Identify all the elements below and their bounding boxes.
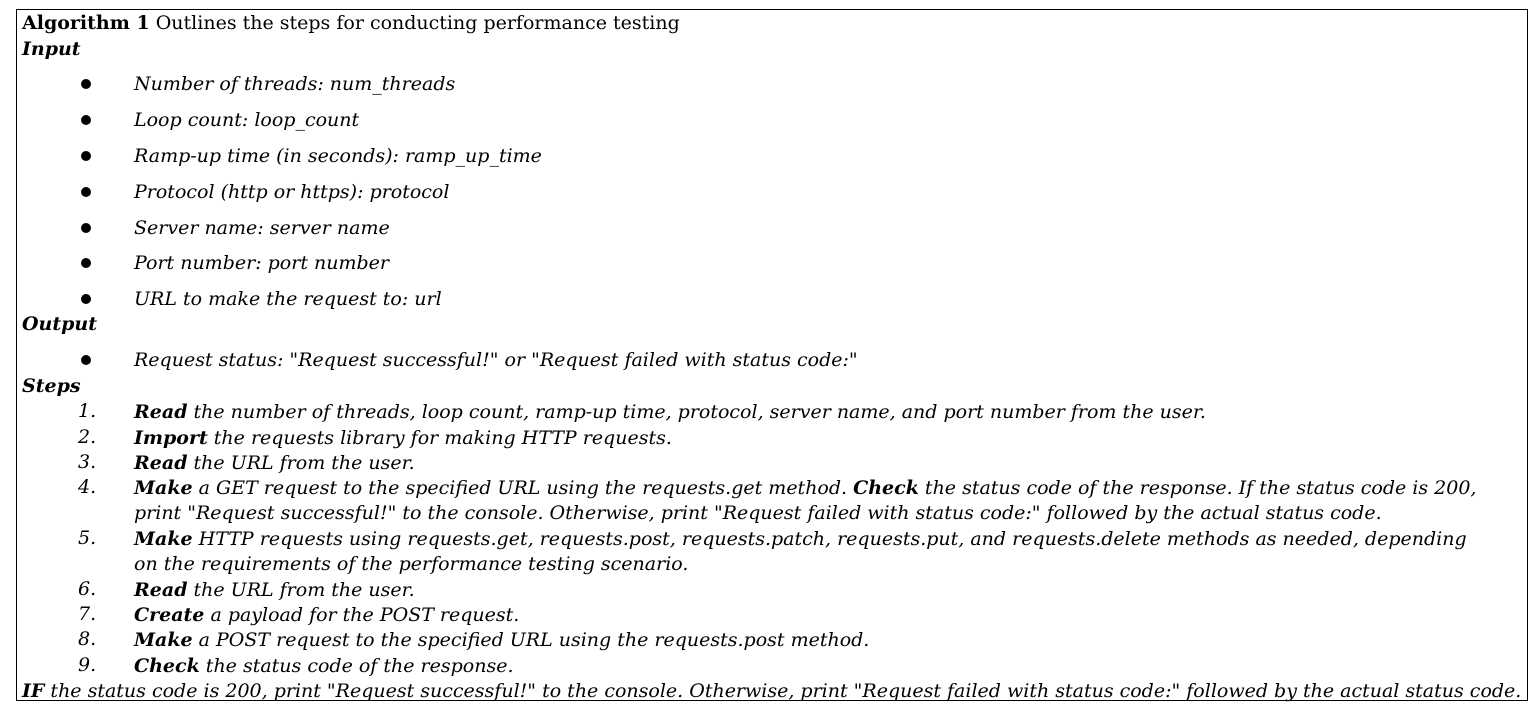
step-keyword: Read	[134, 401, 188, 423]
step-number: 7.	[78, 603, 97, 625]
input-item-text: URL to make the request to: url	[134, 288, 442, 310]
step-keyword: Check	[853, 477, 919, 499]
step-description: a payload for the POST request.	[204, 604, 520, 626]
step-text	[134, 426, 1494, 451]
step-number: 1.	[78, 400, 97, 422]
step-number: 5.	[78, 527, 97, 549]
algorithm-title-text: Outlines the steps for conducting performance testing	[155, 12, 680, 34]
output-heading: Output	[22, 313, 98, 335]
step-description: the status code of the response.	[199, 655, 514, 677]
input-list-item	[0, 217, 1500, 243]
step-description: a GET request to the specified URL using the requests.get method.	[192, 477, 854, 499]
step-keyword: Make	[134, 629, 193, 651]
bullet-icon	[81, 294, 91, 304]
step-number: 2.	[78, 426, 97, 448]
step-text	[134, 628, 1494, 653]
input-list-item	[0, 109, 1500, 135]
input-item-text: Number of threads: num_threads	[134, 73, 456, 95]
step-keyword: Make	[134, 528, 193, 550]
step-number: 8.	[78, 628, 97, 650]
input-item-text: Ramp-up time (in seconds): ramp_up_time	[134, 145, 542, 167]
step-number: 9.	[78, 654, 97, 676]
steps-heading: Steps	[22, 375, 81, 397]
step-keyword: Read	[134, 579, 188, 601]
step-keyword: Create	[134, 604, 205, 626]
input-list-item	[0, 252, 1500, 278]
step-description: the URL from the user.	[187, 579, 415, 601]
input-list-item	[0, 73, 1500, 99]
step-keyword: Make	[134, 477, 193, 499]
step-text	[134, 400, 1494, 425]
input-item-text: Server name: server name	[134, 217, 390, 239]
step-description: the URL from the user.	[187, 452, 415, 474]
input-list-item	[0, 145, 1500, 171]
input-item-text: Port number: port number	[134, 252, 389, 274]
step-keyword: Import	[134, 427, 208, 449]
step-keyword: Read	[134, 452, 188, 474]
step-text	[134, 578, 1494, 603]
step-description: a POST request to the specified URL using the requests.post method.	[192, 629, 870, 651]
output-item-text: Request status: "Request successful!" or "Request failed with status code:"	[134, 349, 858, 371]
step-number: 3.	[78, 451, 97, 473]
step-keyword: Check	[134, 655, 200, 677]
step-text	[134, 654, 1494, 679]
step-number: 4.	[78, 476, 97, 498]
input-list-item	[0, 181, 1500, 207]
algorithm-title	[22, 12, 680, 34]
final-keyword: IF	[22, 680, 45, 702]
step-description: HTTP requests using requests.get, requests.post, requests.patch, requests.put, and requests.delete methods as needed, depending on the requirements of the performance testing scenario.	[134, 528, 1467, 575]
step-description: the requests library for making HTTP requests.	[207, 427, 672, 449]
step-text	[134, 451, 1494, 476]
bullet-icon	[81, 115, 91, 125]
input-item-text: Protocol (http or https): protocol	[134, 181, 450, 203]
bullet-icon	[81, 151, 91, 161]
bullet-icon	[81, 355, 91, 365]
input-heading: Input	[22, 38, 81, 60]
input-list-item	[0, 288, 1500, 314]
algorithm-label: Algorithm 1	[22, 12, 150, 34]
bullet-icon	[81, 187, 91, 197]
step-text	[134, 603, 1494, 628]
step-number: 6.	[78, 578, 97, 600]
step-text	[134, 476, 1494, 526]
final-description: the status code is 200, print "Request successful!" to the console. Otherwise, print "Request failed with status code:" followed by the actual status code.	[44, 680, 1522, 702]
step-text	[134, 527, 1494, 577]
output-list-item	[0, 349, 1500, 375]
bullet-icon	[81, 223, 91, 233]
step-description: the number of threads, loop count, ramp-up time, protocol, server name, and port number from the user.	[187, 401, 1206, 423]
step-description: the status code of the response. If the status code is 200, print "Request successful!" to the console. Otherwise, print "Request failed with status code:" followed by the actual status code.	[134, 477, 1477, 524]
input-item-text: Loop count: loop_count	[134, 109, 360, 131]
bullet-icon	[81, 258, 91, 268]
bullet-icon	[81, 79, 91, 89]
final-condition	[22, 680, 1521, 702]
